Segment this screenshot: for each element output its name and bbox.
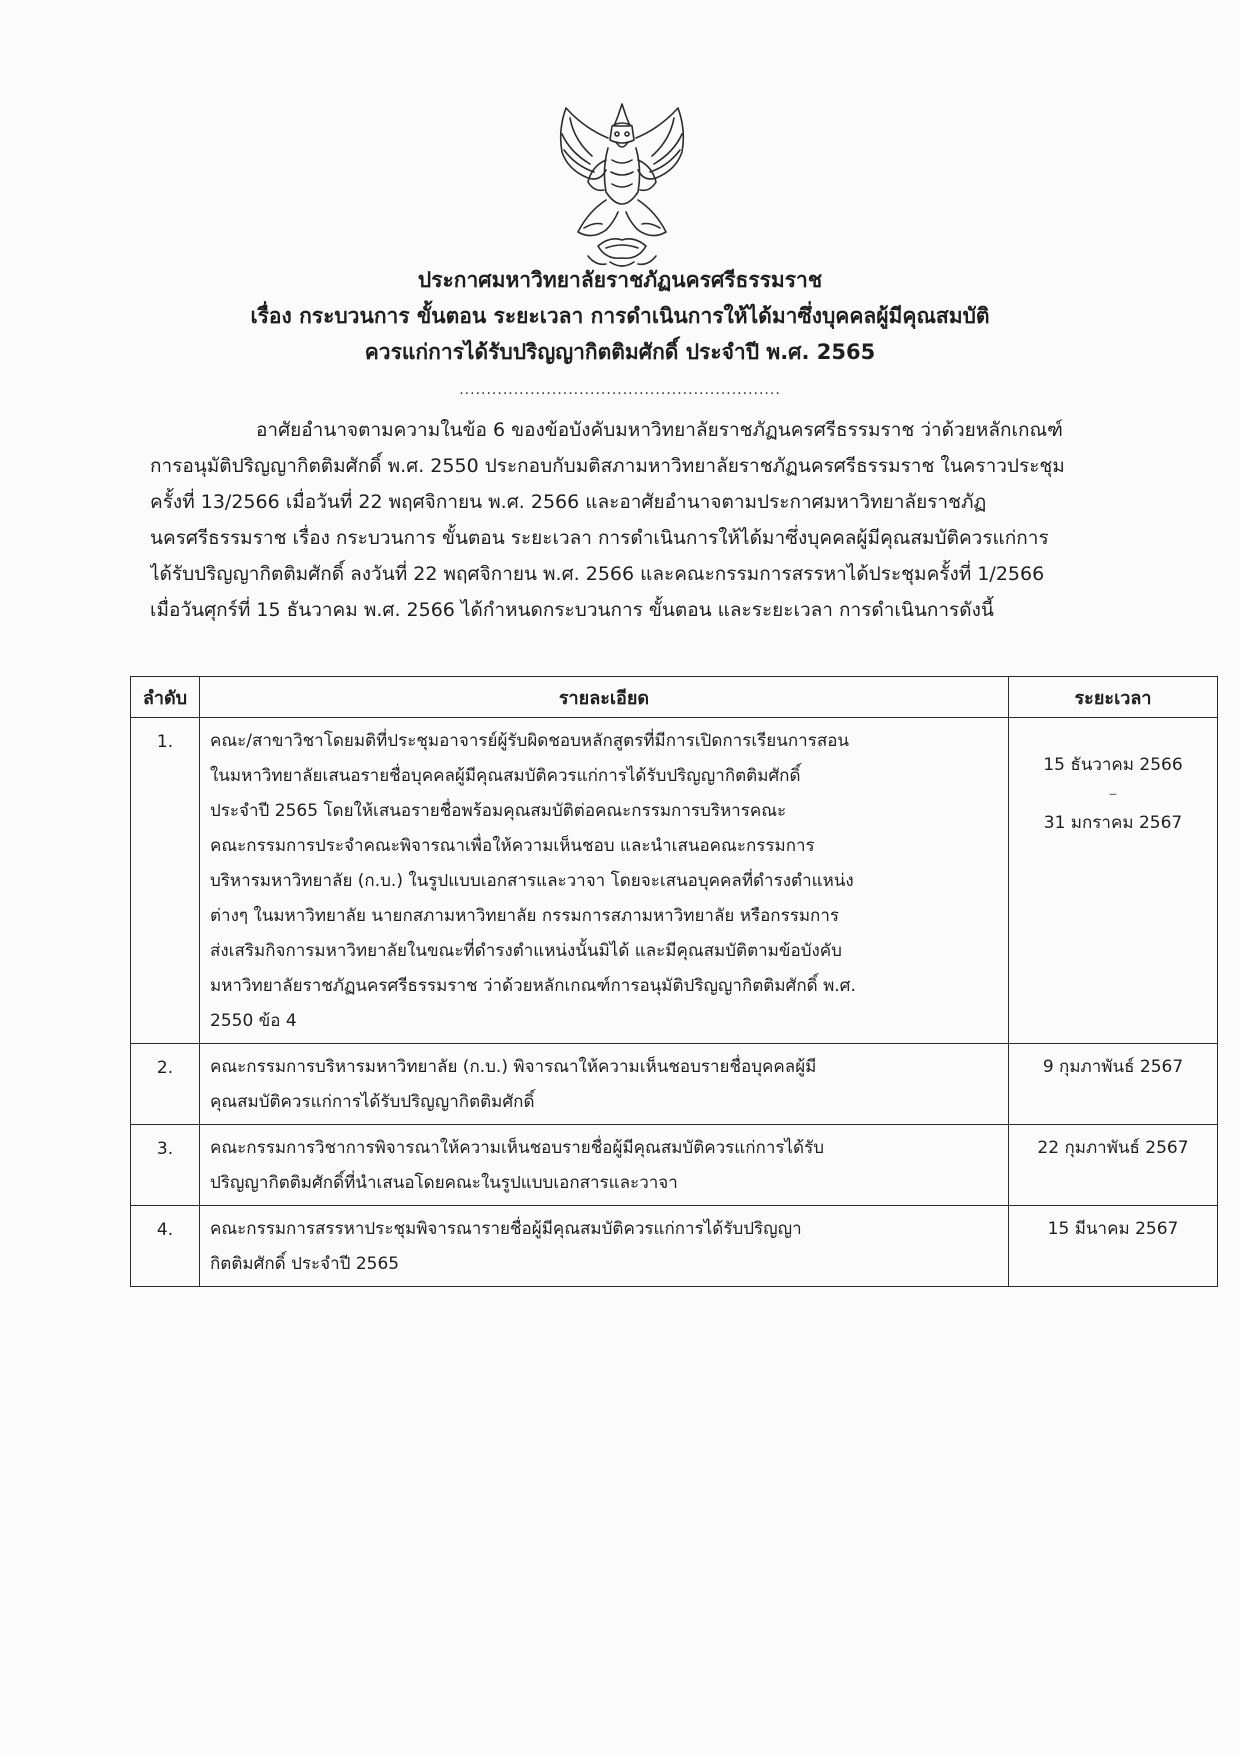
detail-line: มหาวิทยาลัยราชภัฏนครศรีธรรมราช ว่าด้วยหลักเกณฑ์การอนุมัติปริญญากิตติมศักดิ์ พ.ศ. (210, 976, 856, 996)
row-detail (200, 718, 1009, 1044)
detail-line: คณะ/สาขาวิชาโดยมติที่ประชุมอาจารย์ผู้รับผิดชอบหลักสูตรที่มีการเปิดการเรียนการสอน (210, 731, 850, 751)
row-detail (200, 1044, 1009, 1125)
row-number: 1. (131, 718, 200, 1044)
row-time (1009, 718, 1218, 1044)
procedure-table (130, 676, 1218, 1287)
detail-line: บริหารมหาวิทยาลัย (ก.บ.) ในรูปแบบเอกสารและวาจา โดยจะเสนอบุคคลที่ดำรงตำแหน่ง (210, 871, 854, 891)
row-number: 4. (131, 1206, 200, 1287)
row-time: 15 มีนาคม 2567 (1009, 1206, 1218, 1287)
detail-line: ประจำปี 2565 โดยให้เสนอรายชื่อพร้อมคุณสมบัติต่อคณะกรรมการบริหารคณะ (210, 801, 787, 821)
announcement-title (0, 262, 1240, 370)
time-end: 31 มกราคม 2567 (1043, 813, 1183, 833)
header-detail: รายละเอียด (200, 677, 1009, 718)
row-number: 3. (131, 1125, 200, 1206)
table-row (131, 1206, 1218, 1287)
title-line: ควรแก่การได้รับปริญญากิตติมศักดิ์ ประจำปี พ.ศ. 2565 (364, 340, 876, 364)
detail-line: ในมหาวิทยาลัยเสนอรายชื่อบุคคลผู้มีคุณสมบัติควรแก่การได้รับปริญญากิตติมศักดิ์ (210, 766, 801, 786)
detail-line: ต่างๆ ในมหาวิทยาลัย นายกสภามหาวิทยาลัย กรรมการสภามหาวิทยาลัย หรือกรรมการ (210, 906, 840, 926)
detail-line: ส่งเสริมกิจการมหาวิทยาลัยในขณะที่ดำรงตำแหน่งนั้นมิได้ และมีคุณสมบัติตามข้อบังคับ (210, 941, 842, 961)
row-number: 2. (131, 1044, 200, 1125)
time-range (1010, 726, 1216, 838)
title-line: เรื่อง กระบวนการ ขั้นตอน ระยะเวลา การดำเนินการให้ได้มาซึ่งบุคคลผู้มีคุณสมบัติ (250, 304, 990, 328)
intro-line: เมื่อวันศุกร์ที่ 15 ธันวาคม พ.ศ. 2566 ได้กำหนดกระบวนการ ขั้นตอน และระยะเวลา การดำเนินการดังนี้ (150, 599, 994, 621)
time-separator: – (1108, 784, 1118, 804)
detail-line: คณะกรรมการสรรหาประชุมพิจารณารายชื่อผู้มีคุณสมบัติควรแก่การได้รับปริญญา (210, 1219, 802, 1239)
header-no: ลำดับ (131, 677, 200, 718)
detail-line: คณะกรรมการประจำคณะพิจารณาเพื่อให้ความเห็นชอบ และนำเสนอคณะกรรมการ (210, 836, 815, 856)
detail-line: กิตติมศักดิ์ ประจำปี 2565 (210, 1254, 400, 1274)
table-row (131, 1125, 1218, 1206)
row-detail (200, 1206, 1009, 1287)
detail-line: ปริญญากิตติมศักดิ์ที่นำเสนอโดยคณะในรูปแบบเอกสารและวาจา (210, 1173, 678, 1193)
table-row (131, 718, 1218, 1044)
detail-line: คณะกรรมการบริหารมหาวิทยาลัย (ก.บ.) พิจารณาให้ความเห็นชอบรายชื่อบุคคลผู้มี (210, 1057, 817, 1077)
row-time: 9 กุมภาพันธ์ 2567 (1009, 1044, 1218, 1125)
intro-line: นครศรีธรรมราช เรื่อง กระบวนการ ขั้นตอน ระยะเวลา การดำเนินการให้ได้มาซึ่งบุคคลผู้มีคุณสมบัติควรแก่การ (150, 527, 1049, 549)
table-header-row (131, 677, 1218, 718)
table-row (131, 1044, 1218, 1125)
intro-line: ได้รับปริญญากิตติมศักดิ์ ลงวันที่ 22 พฤศจิกายน พ.ศ. 2566 และคณะกรรมการสรรหาได้ประชุมครั้งที่ 1/2566 (150, 563, 1045, 585)
title-line: ประกาศมหาวิทยาลัยราชภัฏนครศรีธรรมราช (417, 268, 823, 292)
intro-line: ครั้งที่ 13/2566 เมื่อวันที่ 22 พฤศจิกายน พ.ศ. 2566 และอาศัยอำนาจตามประกาศมหาวิทยาลัยราชภัฏ (150, 491, 987, 513)
detail-line: 2550 ข้อ 4 (210, 1011, 297, 1031)
header-time: ระยะเวลา (1009, 677, 1218, 718)
intro-line: การอนุมัติปริญญากิตติมศักดิ์ พ.ศ. 2550 ประกอบกับมติสภามหาวิทยาลัยราชภัฏนครศรีธรรมราช ในคราวประชุม (150, 455, 1065, 477)
row-time: 22 กุมภาพันธ์ 2567 (1009, 1125, 1218, 1206)
row-detail (200, 1125, 1009, 1206)
intro-paragraph (150, 412, 1144, 628)
garuda-emblem-icon (548, 100, 696, 278)
detail-line: คุณสมบัติควรแก่การได้รับปริญญากิตติมศักดิ์ (210, 1092, 535, 1112)
intro-line: อาศัยอำนาจตามความในข้อ 6 ของข้อบังคับมหาวิทยาลัยราชภัฏนครศรีธรรมราช ว่าด้วยหลักเกณฑ์ (256, 419, 1063, 441)
title-separator: ........................................................... (459, 382, 781, 398)
time-start: 15 ธันวาคม 2566 (1043, 755, 1183, 775)
detail-line: คณะกรรมการวิชาการพิจารณาให้ความเห็นชอบรายชื่อผู้มีคุณสมบัติควรแก่การได้รับ (210, 1138, 825, 1158)
